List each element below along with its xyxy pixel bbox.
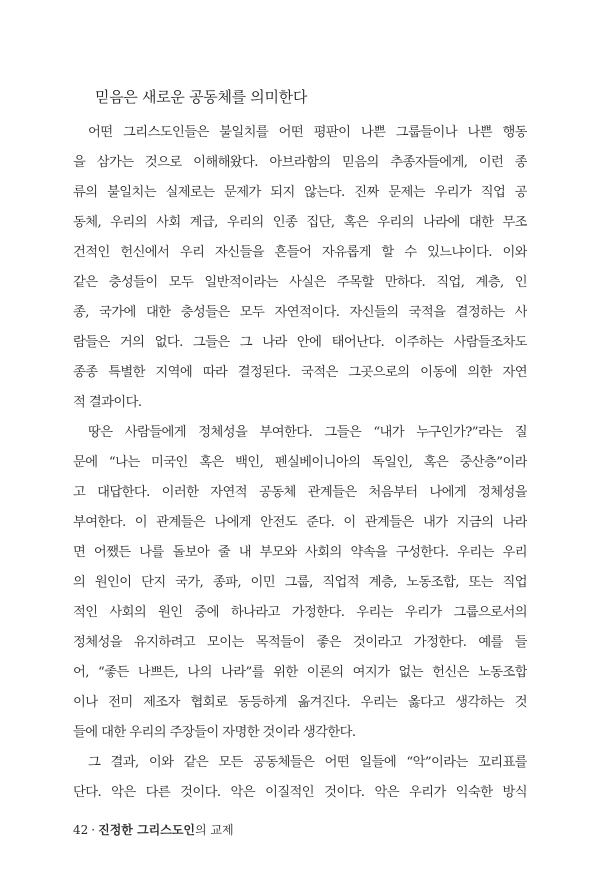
paragraph-line: 종, 국가에 대한 충성들은 모두 자연적이다. 자신들의 국적을 결정하는 사 xyxy=(73,305,527,320)
paragraph-line: 들에 대한 우리의 주장들이 자명한 것이라 생각한다. xyxy=(73,725,356,740)
body-text xyxy=(73,118,527,808)
paragraph-line: 어, “좋든 나쁘든, 나의 나라”를 위한 이론의 여지가 없는 헌신은 노동조합 xyxy=(73,665,527,680)
paragraph-line: 땅은 사람들에게 정체성을 부여한다. 그들은 “내가 누구인가?”라는 질 xyxy=(88,425,527,440)
page-number: 42 xyxy=(73,823,89,837)
paragraph-line: 류의 불일치는 실제로는 문제가 되지 않는다. 진짜 문제는 우리가 직업 공 xyxy=(73,185,527,200)
paragraph-line: 정체성을 유지하려고 모이는 목적들이 좋은 것이라고 가정한다. 예를 들 xyxy=(73,635,527,650)
page-footer xyxy=(73,821,234,838)
paragraph-line: 어떤 그리스도인들은 불일치를 어떤 평판이 나쁜 그룹들이나 나쁜 행동 xyxy=(88,125,527,140)
paragraph-line: 적인 사회의 원인 중에 하나라고 가정한다. 우리는 우리가 그룹으로서의 xyxy=(73,605,527,620)
section-heading: 믿음은 새로운 공동체를 의미한다 xyxy=(95,88,308,106)
paragraph-line: 부여한다. 이 관계들은 나에게 안전도 준다. 이 관계들은 내가 지금의 나라 xyxy=(73,515,527,530)
book-title: 진정한 그리스도인 xyxy=(98,823,196,837)
paragraph-line: 을 삼가는 것으로 이해해왔다. 아브라함의 믿음의 추종자들에게, 이런 종 xyxy=(73,155,527,170)
paragraph-line: 의 원인이 단지 국가, 종파, 이민 그룹, 직업적 계층, 노동조합, 또는 직업 xyxy=(73,575,527,590)
paragraph-line: 그 결과, 이와 같은 모든 공동체들은 어떤 일들에 “악”이라는 꼬리표를 xyxy=(88,755,527,770)
paragraph-line: 건적인 헌신에서 우리 자신들을 흔들어 자유롭게 할 수 있느냐이다. 이와 xyxy=(73,245,527,260)
paragraph-line: 면 어쨌든 나를 돌보아 줄 내 부모와 사회의 약속을 구성한다. 우리는 우리 xyxy=(73,545,527,560)
paragraph-line: 람들은 거의 없다. 그들은 그 나라 안에 태어난다. 이주하는 사람들조차도 xyxy=(73,335,527,350)
paragraph-line: 적 결과이다. xyxy=(73,395,142,410)
paragraph-line: 같은 충성들이 모두 일반적이라는 사실은 주목할 만하다. 직업, 계층, 인 xyxy=(73,275,527,290)
paragraph-line: 종종 특별한 지역에 따라 결정된다. 국적은 그곳으로의 이동에 의한 자연 xyxy=(73,365,527,380)
book-title-suffix: 의 교제 xyxy=(195,823,234,837)
paragraph-line: 이나 전미 제조자 협회로 동등하게 옮겨진다. 우리는 옳다고 생각하는 것 xyxy=(73,695,527,710)
paragraph-line: 문에 “나는 미국인 혹은 백인, 펜실베이니아의 독일인, 혹은 중산층”이라 xyxy=(73,455,527,470)
paragraph-line: 동체, 우리의 사회 계급, 우리의 인종 집단, 혹은 우리의 나라에 대한 무조 xyxy=(73,215,527,230)
footer-separator: · xyxy=(91,823,96,837)
paragraph-line: 고 대답한다. 이러한 자연적 공동체 관계들은 처음부터 나에게 정체성을 xyxy=(73,485,527,500)
paragraph-line: 단다. 악은 다른 것이다. 악은 이질적인 것이다. 악은 우리가 익숙한 방식 xyxy=(73,785,527,800)
